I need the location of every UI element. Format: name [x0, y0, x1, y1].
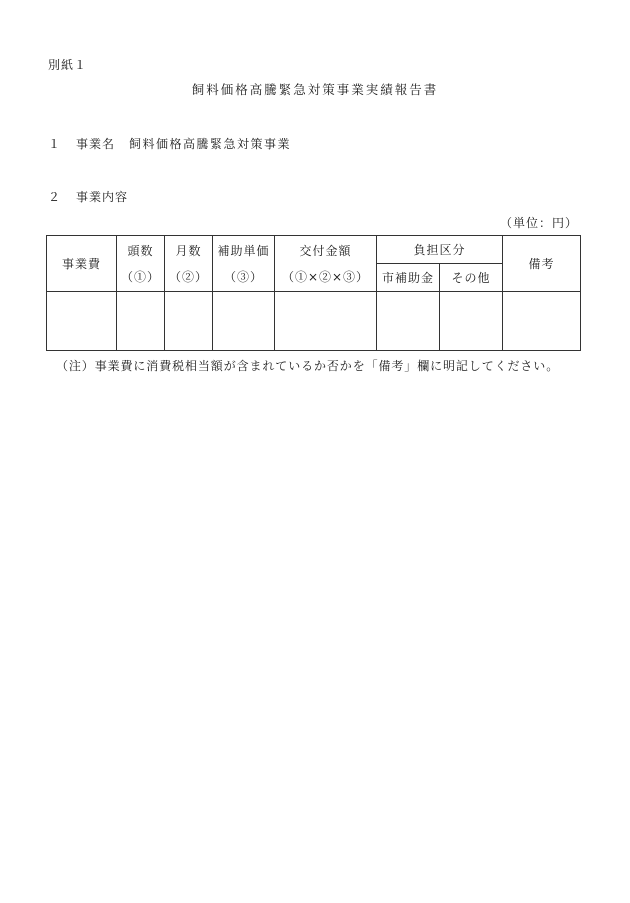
- header-remarks: 備考: [503, 236, 581, 292]
- annex-label: 別紙１: [48, 58, 88, 72]
- header-unit-price-sub: （③）: [223, 269, 263, 284]
- section-label: 事業内容: [76, 190, 129, 204]
- header-head-count-label: 頭数: [127, 243, 154, 258]
- header-grant-amount: [275, 236, 377, 292]
- cell-months[interactable]: [165, 292, 213, 351]
- cell-unit-price[interactable]: [213, 292, 275, 351]
- section-number: ２: [48, 190, 62, 204]
- footnote: （注）事業費に消費税相当額が含まれているか否かを「備考」欄に明記してください。: [56, 359, 560, 373]
- header-unit-price-label: 補助単価: [217, 243, 270, 258]
- header-grant-amount-label: 交付金額: [299, 243, 352, 258]
- cell-project-cost[interactable]: [47, 292, 117, 351]
- cell-head-count[interactable]: [117, 292, 165, 351]
- cell-city-subsidy[interactable]: [377, 292, 440, 351]
- unit-label: （単位：円）: [499, 216, 578, 230]
- document-title: 飼料価格高騰緊急対策事業実績報告書: [191, 82, 439, 97]
- section-number: １: [48, 137, 62, 151]
- header-months: [165, 236, 213, 292]
- header-months-label: 月数: [175, 243, 202, 258]
- header-months-sub: （②）: [168, 269, 208, 284]
- header-other: その他: [440, 264, 503, 292]
- cell-grant-amount[interactable]: [275, 292, 377, 351]
- header-head-count-sub: （①）: [120, 269, 160, 284]
- header-city-subsidy: 市補助金: [377, 264, 440, 292]
- cell-remarks[interactable]: [503, 292, 581, 351]
- section-project-name: [48, 135, 291, 152]
- section-project-content: [48, 188, 128, 205]
- header-project-cost: 事業費: [47, 236, 117, 292]
- header-burden-category: 負担区分: [377, 236, 503, 264]
- project-name-value: 飼料価格高騰緊急対策事業: [129, 137, 292, 151]
- header-grant-amount-sub: （①×②×③）: [281, 269, 370, 284]
- header-head-count: [117, 236, 165, 292]
- header-unit-price: [213, 236, 275, 292]
- section-label: 事業名: [76, 137, 116, 151]
- cell-other[interactable]: [440, 292, 503, 351]
- report-table: [46, 235, 581, 351]
